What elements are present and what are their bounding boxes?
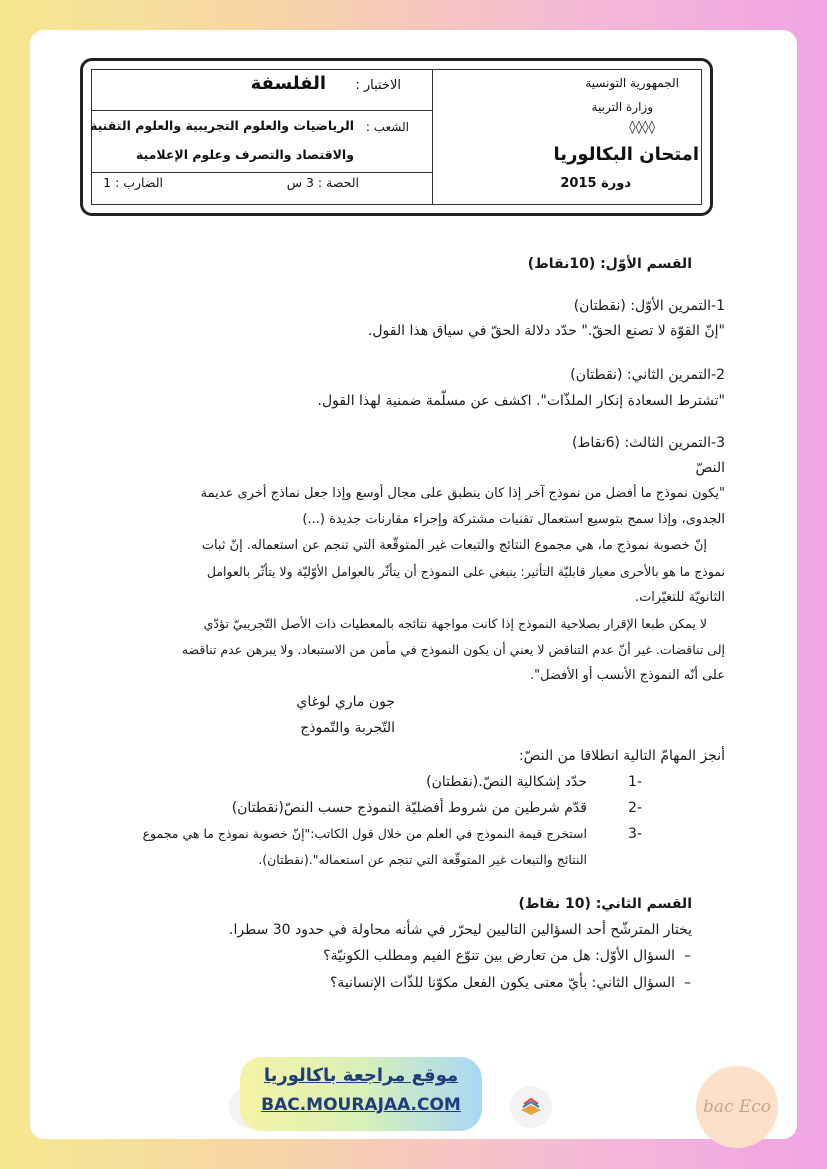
header-inner-frame [91,69,702,205]
book-icon [510,1086,552,1128]
exercise1-title: 1-التمرين الأوّل: (نقطتان) [573,298,725,314]
part2-intro: يختار المترشّح أحد السؤالين التاليين ليحرّر في شأنه محاولة في حدود 30 سطرا. [229,922,692,938]
passage-line: على أنّه النموذج الأنسب أو الأفضل". [529,668,725,683]
exam-duration: الحصة : 3 س [286,175,359,190]
ministry-name: وزارة التربية [591,100,653,114]
ornament: ◊◊◊◊ [629,120,655,135]
site-url-link[interactable]: BAC.MOURAJAA.COM [261,1095,461,1115]
task-3-continuation: النتائج والتبعات غير المتوقّعة التي تنجم عن استعماله".(نقطتان). [258,852,587,867]
bullet: – [684,975,691,991]
site-banner[interactable] [240,1057,482,1131]
passage-source: التّجربة والتّموذج [300,720,395,736]
text-label: النصّ [695,460,725,476]
session-year: دورة 2015 [560,176,631,191]
branch-line-2: والاقتصاد والتصرف وعلوم الإعلامية [135,147,354,162]
exam-header-box [80,58,713,216]
branch-label: الشعب : [365,120,409,134]
bac-eco-badge: bac Eco [696,1066,778,1148]
branch-line-1: الرياضيات والعلوم التجريبية والعلوم التقنية [89,118,354,133]
bullet: – [684,948,691,964]
exercise3-title: 3-التمرين الثالث: (6نقاط) [571,435,725,451]
task-number: -3 [628,826,642,842]
task-1: حدّد إشكالية النصّ.(نقطتان) [426,774,587,790]
passage-line: الجدوى، وإذا سمح بتوسيع استعمال تقنيات مشتركة وإجراء مقارنات جديدة (...) [302,512,725,527]
site-name-arabic[interactable]: موقع مراجعة باكالوريا [263,1065,459,1086]
exercise2-title: 2-التمرين الثاني: (نقطتان) [570,367,725,383]
exam-page [30,30,797,1139]
exercise2-text: "تشترط السعادة إنكار الملذّات". اكشف عن مسلّمة ضمنية لهذا القول. [317,393,725,409]
task-3: استخرج قيمة النموذج في العلم من خلال قول الكاتب:"إنّ خصوبة نموذج ما هي مجموع [142,826,587,841]
question-2: السؤال الثاني: بأيّ معنى يكون الفعل مكوّنا للذّات الإنسانية؟ [330,975,675,991]
passage-author: جون ماري لوغاي [296,694,395,710]
passage-line: إلى تناقضات. غير أنّ عدم التناقض لا يعني أن يكون النموذج في مأمن من الاستبعاد. ولا يبرهن عدم تناقضه [181,642,725,657]
part2-title: القسم الثاني: (10 نقاط) [518,896,692,912]
task-number: -2 [628,800,642,816]
passage-line: نموذج ما هو بالأحرى معيار قابليّة التأثير: ينبغي على النموذج أن يتأثّر بالعوامل الأوّليّة ولا يتأثّر بالعوامل [206,564,725,579]
passage-line: الثانويّة للتغيّرات. [634,590,725,605]
question-1: السؤال الأوّل: هل من تعارض بين تنوّع الفيم ومطلب الكونيّة؟ [323,948,675,964]
exam-title: امتحان البكالوريا [553,144,699,165]
exam-coefficient: الضارب : 1 [103,175,163,190]
site-logo-icon [510,1086,552,1128]
subject-label: الاختبار : [355,78,401,93]
task-2: قدّم شرطين من شروط أفضليّة النموذج حسب النصّ(نقطتان) [231,800,587,816]
header-divider [432,70,433,204]
passage-line: لا يمكن طبعا الإقرار بصلاحية النموذج إذا كانت مواجهة نتائجه بالمعطيات ذات الأصل التّجريبيّ تؤدّي [203,616,707,631]
tasks-intro: أنجز المهامّ التالية انطلاقا من النصّ: [518,748,725,764]
header-row-divider [92,110,432,111]
header-row-divider [92,172,432,173]
subject-name: الفلسفة [250,73,326,94]
country-name: الجمهورية التونسية [585,76,679,90]
task-number: -1 [628,774,642,790]
part1-title: القسم الأوّل: (10نقاط) [527,256,692,272]
passage-line: إنّ خصوبة نموذج ما، هي مجموع النتائج والتبعات غير المتوقّعة التي تنجم عن استعماله. إنّ ثبات [201,538,707,553]
passage-line: "يكون نموذج ما أفضل من نموذج آخر إذا كان ينطبق على مجال أوسع وإذا جعل نماذج أخرى عديمة [200,486,725,501]
exercise1-text: "إنّ القوّة لا تصنع الحقّ." حدّد دلالة الحقّ في سياق هذا القول. [367,323,725,339]
